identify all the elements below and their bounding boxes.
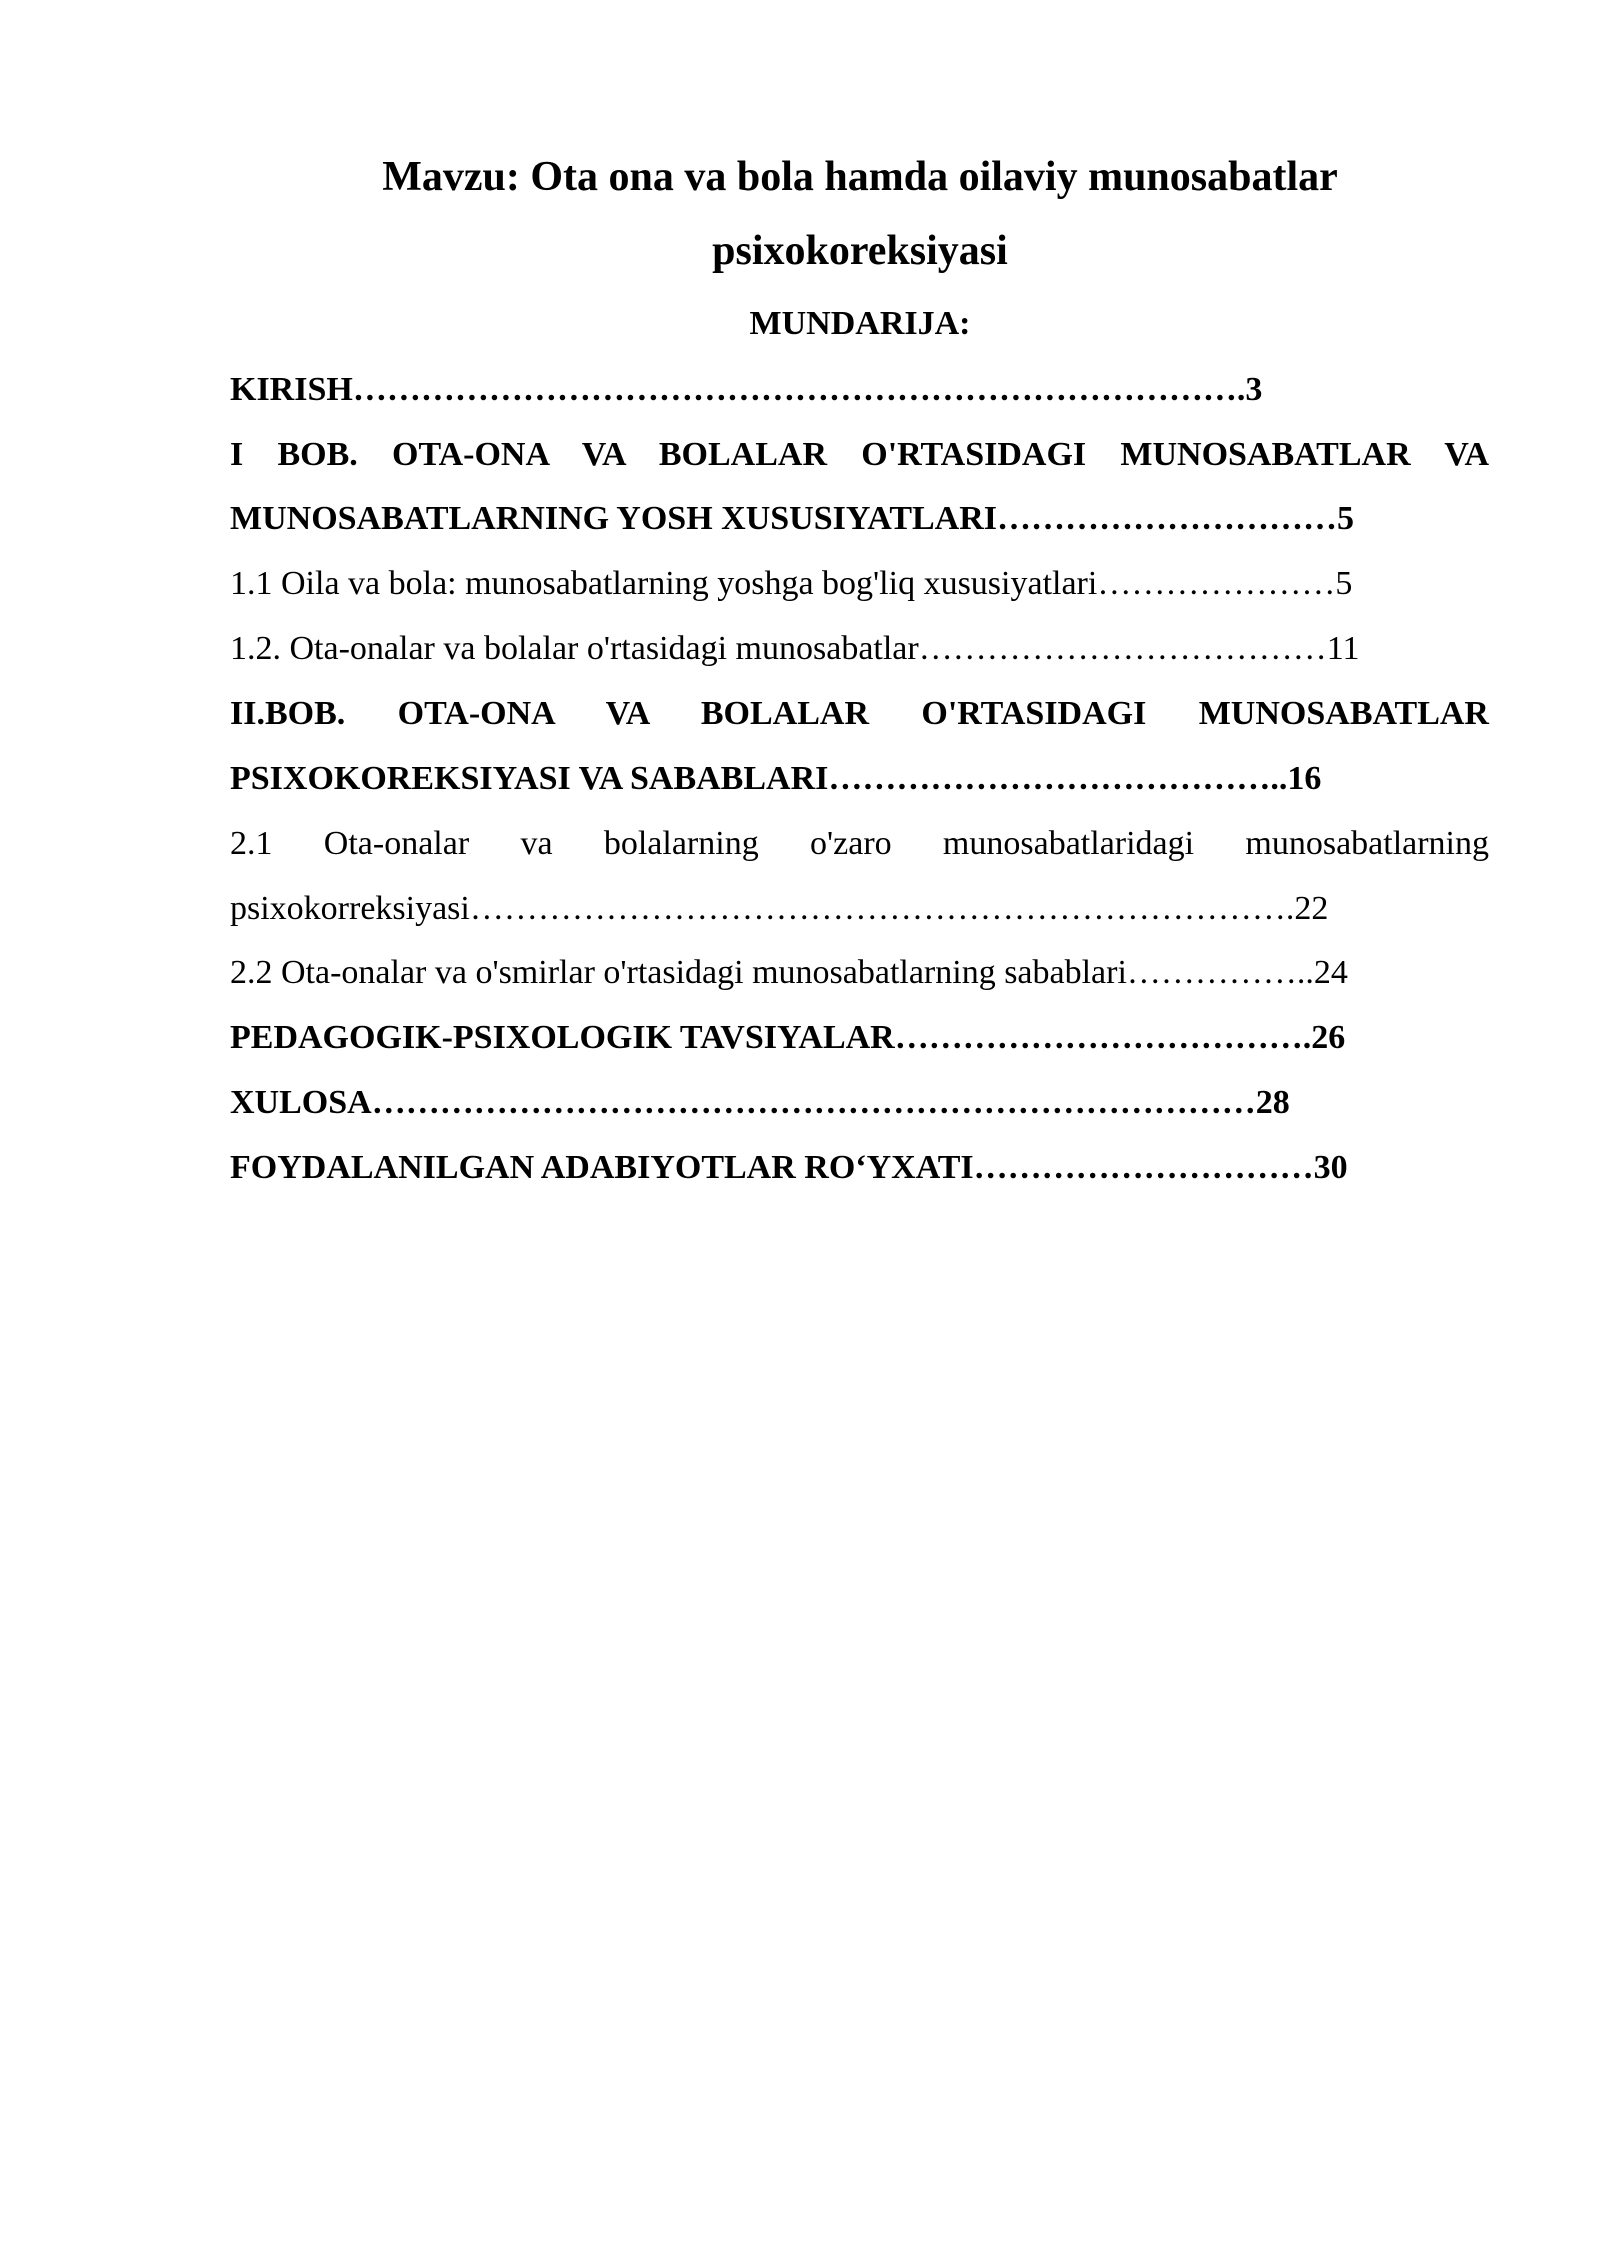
- toc-entry-recommendations: PEDAGOGIK-PSIXOLOGIK TAVSIYALAR……………………………….26: [230, 1019, 1346, 1056]
- toc-entry-section-1-1: 1.1 Oila va bola: munosabatlarning yoshga bog'liq xususiyatlari…………………5: [230, 565, 1353, 602]
- toc-entry-chapter-1-line-2: MUNOSABATLARNING YOSH XUSUSIYATLARI…………………………5: [230, 500, 1355, 537]
- toc-entry-section-1-2: 1.2. Ota-onalar va bolalar o'rtasidagi munosabatlar………………………………11: [230, 630, 1360, 667]
- toc-entry-chapter-2-line-1: II.BOB. OTA-ONA VA BOLALAR O'RTASIDAGI MUNOSABATLAR: [230, 695, 1489, 732]
- toc-entry-chapter-2-line-2: PSIXOKOREKSIYASI VA SABABLARI…………………………………..16: [230, 760, 1322, 797]
- toc-heading: MUNDARIJA:: [749, 305, 971, 342]
- toc-entry-section-2-2: 2.2 Ota-onalar va o'smirlar o'rtasidagi munosabatlarning sabablari……………..24: [230, 954, 1348, 991]
- toc-entry-section-2-1-line-1: 2.1 Ota-onalar va bolalarning o'zaro munosabatlaridagi munosabatlarning: [230, 825, 1489, 862]
- toc-entry-references: FOYDALANILGAN ADABIYOTLAR RO‘YXATI…………………………30: [230, 1149, 1348, 1186]
- toc-entry-kirish: KIRISH…………………………………………………………………….3: [230, 371, 1263, 408]
- toc-entry-xulosa: XULOSA……………………………………………………………………28: [230, 1084, 1290, 1121]
- toc-entry-chapter-1-line-1: I BOB. OTA-ONA VA BOLALAR O'RTASIDAGI MUNOSABATLAR VA: [230, 436, 1489, 473]
- document-title-line-2: psixokoreksiyasi: [712, 228, 1008, 274]
- toc-entry-section-2-1-line-2: psixokorreksiyasi……………………………………………………………….22: [230, 890, 1329, 927]
- document-title-line-1: Mavzu: Ota ona va bola hamda oilaviy munosabatlar: [382, 154, 1338, 200]
